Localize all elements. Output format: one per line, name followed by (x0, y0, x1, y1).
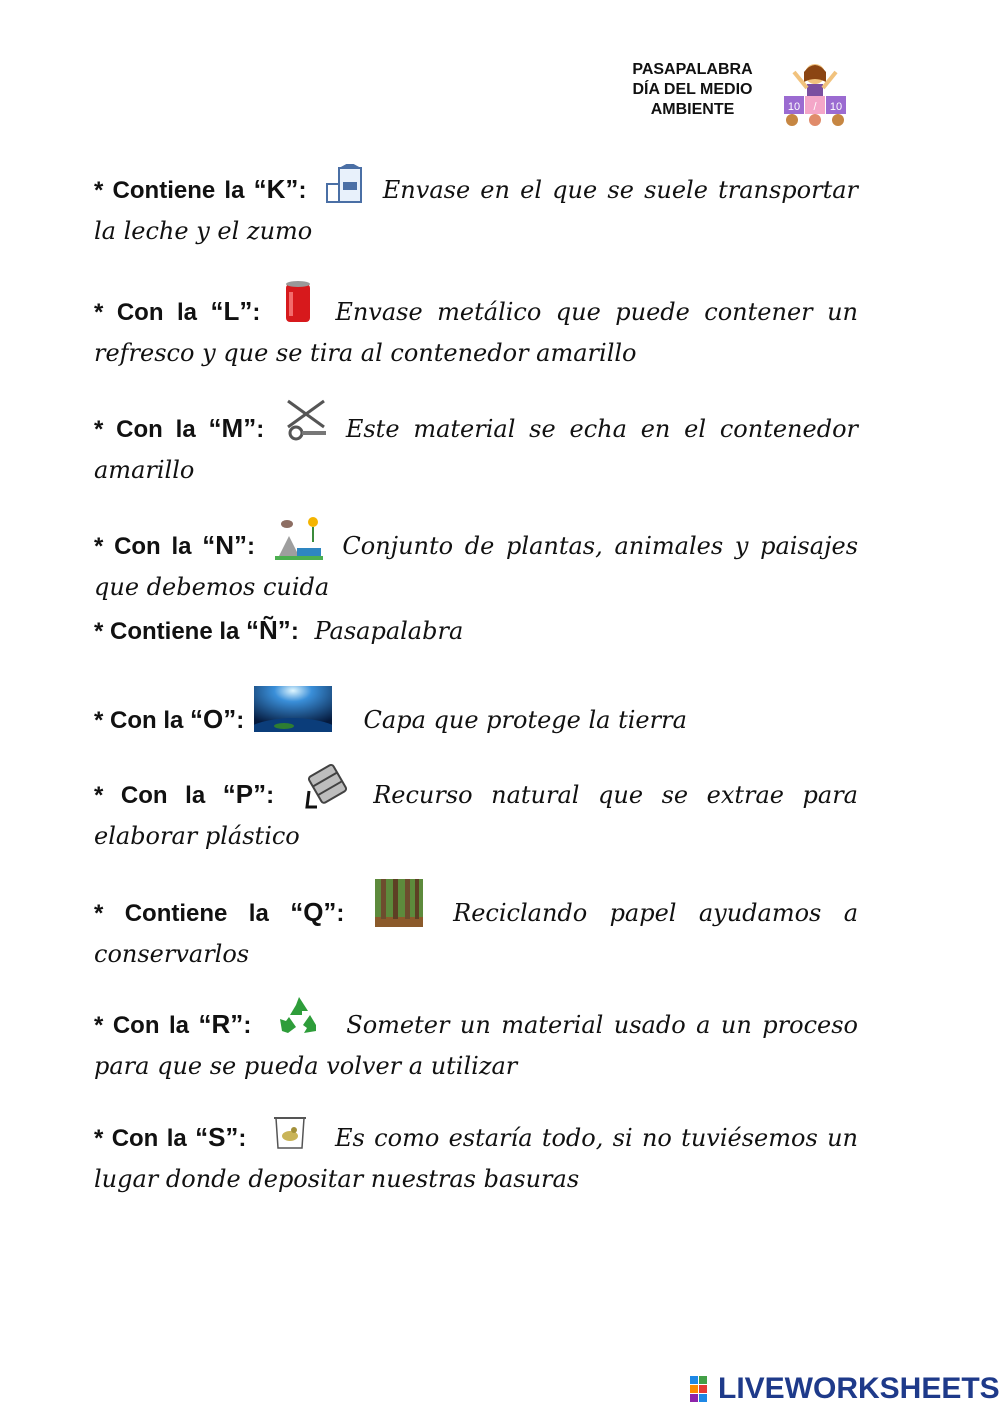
teacher-avatar-icon (780, 58, 850, 128)
clue-letter: “M” (208, 413, 257, 443)
clue-colon: : (298, 177, 307, 204)
clue-s (94, 1112, 858, 1199)
clue-letter: “K” (253, 174, 299, 204)
nature-icon (275, 514, 323, 560)
clue-colon: : (238, 1125, 247, 1152)
clue-colon: : (336, 900, 345, 927)
clue-letter: “O” (190, 704, 237, 734)
clue-text: Capa que protege la tierra (363, 706, 687, 734)
clue-r (94, 995, 858, 1086)
ozone-earth-icon (254, 686, 332, 732)
forest-icon (375, 879, 423, 927)
svg-text:10: 10 (829, 101, 843, 113)
clue-colon: : (246, 533, 255, 560)
worksheet-header (600, 60, 785, 120)
header-line-3: AMBIENTE (650, 101, 735, 118)
clue-text: Es como estaría todo, si no tuviésemos un lugar donde depositar nuestras basuras (94, 1124, 858, 1193)
clue-m (94, 397, 858, 490)
clue-letter: “N” (202, 530, 247, 560)
milk-carton-icon (325, 164, 365, 204)
clue-prefix: * Contiene la (94, 900, 291, 927)
clue-o (94, 686, 858, 741)
clue-l (94, 280, 858, 373)
clue-letter: “Q” (290, 897, 337, 927)
clue-colon: : (236, 707, 245, 734)
metal-tools-icon (284, 397, 330, 443)
clue-prefix: * Con la (94, 416, 209, 443)
clue-p (94, 763, 858, 856)
header-line-2: DÍA DEL MEDIO (632, 81, 753, 98)
clue-text: Conjunto de plantas, animales y paisajes que debemos cuida (94, 532, 859, 601)
brand-label: LIVEWORKSHEETS (718, 1372, 1000, 1405)
clue-prefix: * Con la (94, 533, 203, 560)
clue-colon: : (290, 618, 299, 645)
clue-prefix: * Con la (94, 1125, 196, 1152)
clue-text: Envase metálico que puede contener un refresco y que se tira al contenedor amarillo (94, 298, 858, 367)
clue-prefix: * Con la (94, 782, 223, 809)
clue-colon: : (266, 782, 275, 809)
svg-text:10: 10 (787, 101, 801, 113)
svg-text:/: / (813, 101, 817, 113)
recycle-icon (276, 995, 322, 1039)
clue-prefix: * Con la (94, 1012, 199, 1039)
clue-k (94, 164, 858, 251)
clue-letter: “Ñ” (246, 615, 291, 645)
clue-n (94, 514, 858, 607)
clue-letter: “R” (198, 1009, 244, 1039)
clue-prefix: * Contiene la (94, 177, 254, 204)
header-line-1: PASAPALABRA (632, 61, 753, 78)
clue-letter: “L” (210, 296, 253, 326)
clue-colon: : (243, 1012, 252, 1039)
trash-bag-icon (270, 1112, 310, 1152)
clue-prefix: * Con la (94, 707, 191, 734)
clue-prefix: * Con la (94, 299, 211, 326)
clue-letter: “P” (222, 779, 267, 809)
oil-barrel-icon (301, 763, 347, 809)
clue-colon: : (256, 416, 265, 443)
clue-text: Someter un material usado a un proceso para que se pueda volver a utilizar (94, 1011, 858, 1080)
clue-letter: “S” (195, 1122, 239, 1152)
clue-prefix: * Contiene la (94, 618, 247, 645)
clue-text: Este material se echa en el contenedor amarillo (94, 415, 858, 484)
clue-text: Recurso natural que se extrae para elaborar plástico (94, 781, 858, 850)
clue-text: Pasapalabra (314, 617, 464, 645)
soda-can-icon (283, 280, 313, 326)
clue-q (94, 879, 858, 974)
clue-text: Envase en el que se suele transportar la leche y el zumo (94, 176, 858, 245)
liveworksheets-mark-icon (690, 1376, 716, 1402)
clue-colon: : (252, 299, 261, 326)
liveworksheets-logo (690, 1372, 1000, 1406)
clue-text: Reciclando papel ayudamos a conservarlos (94, 899, 859, 968)
clue-enye (94, 610, 858, 652)
